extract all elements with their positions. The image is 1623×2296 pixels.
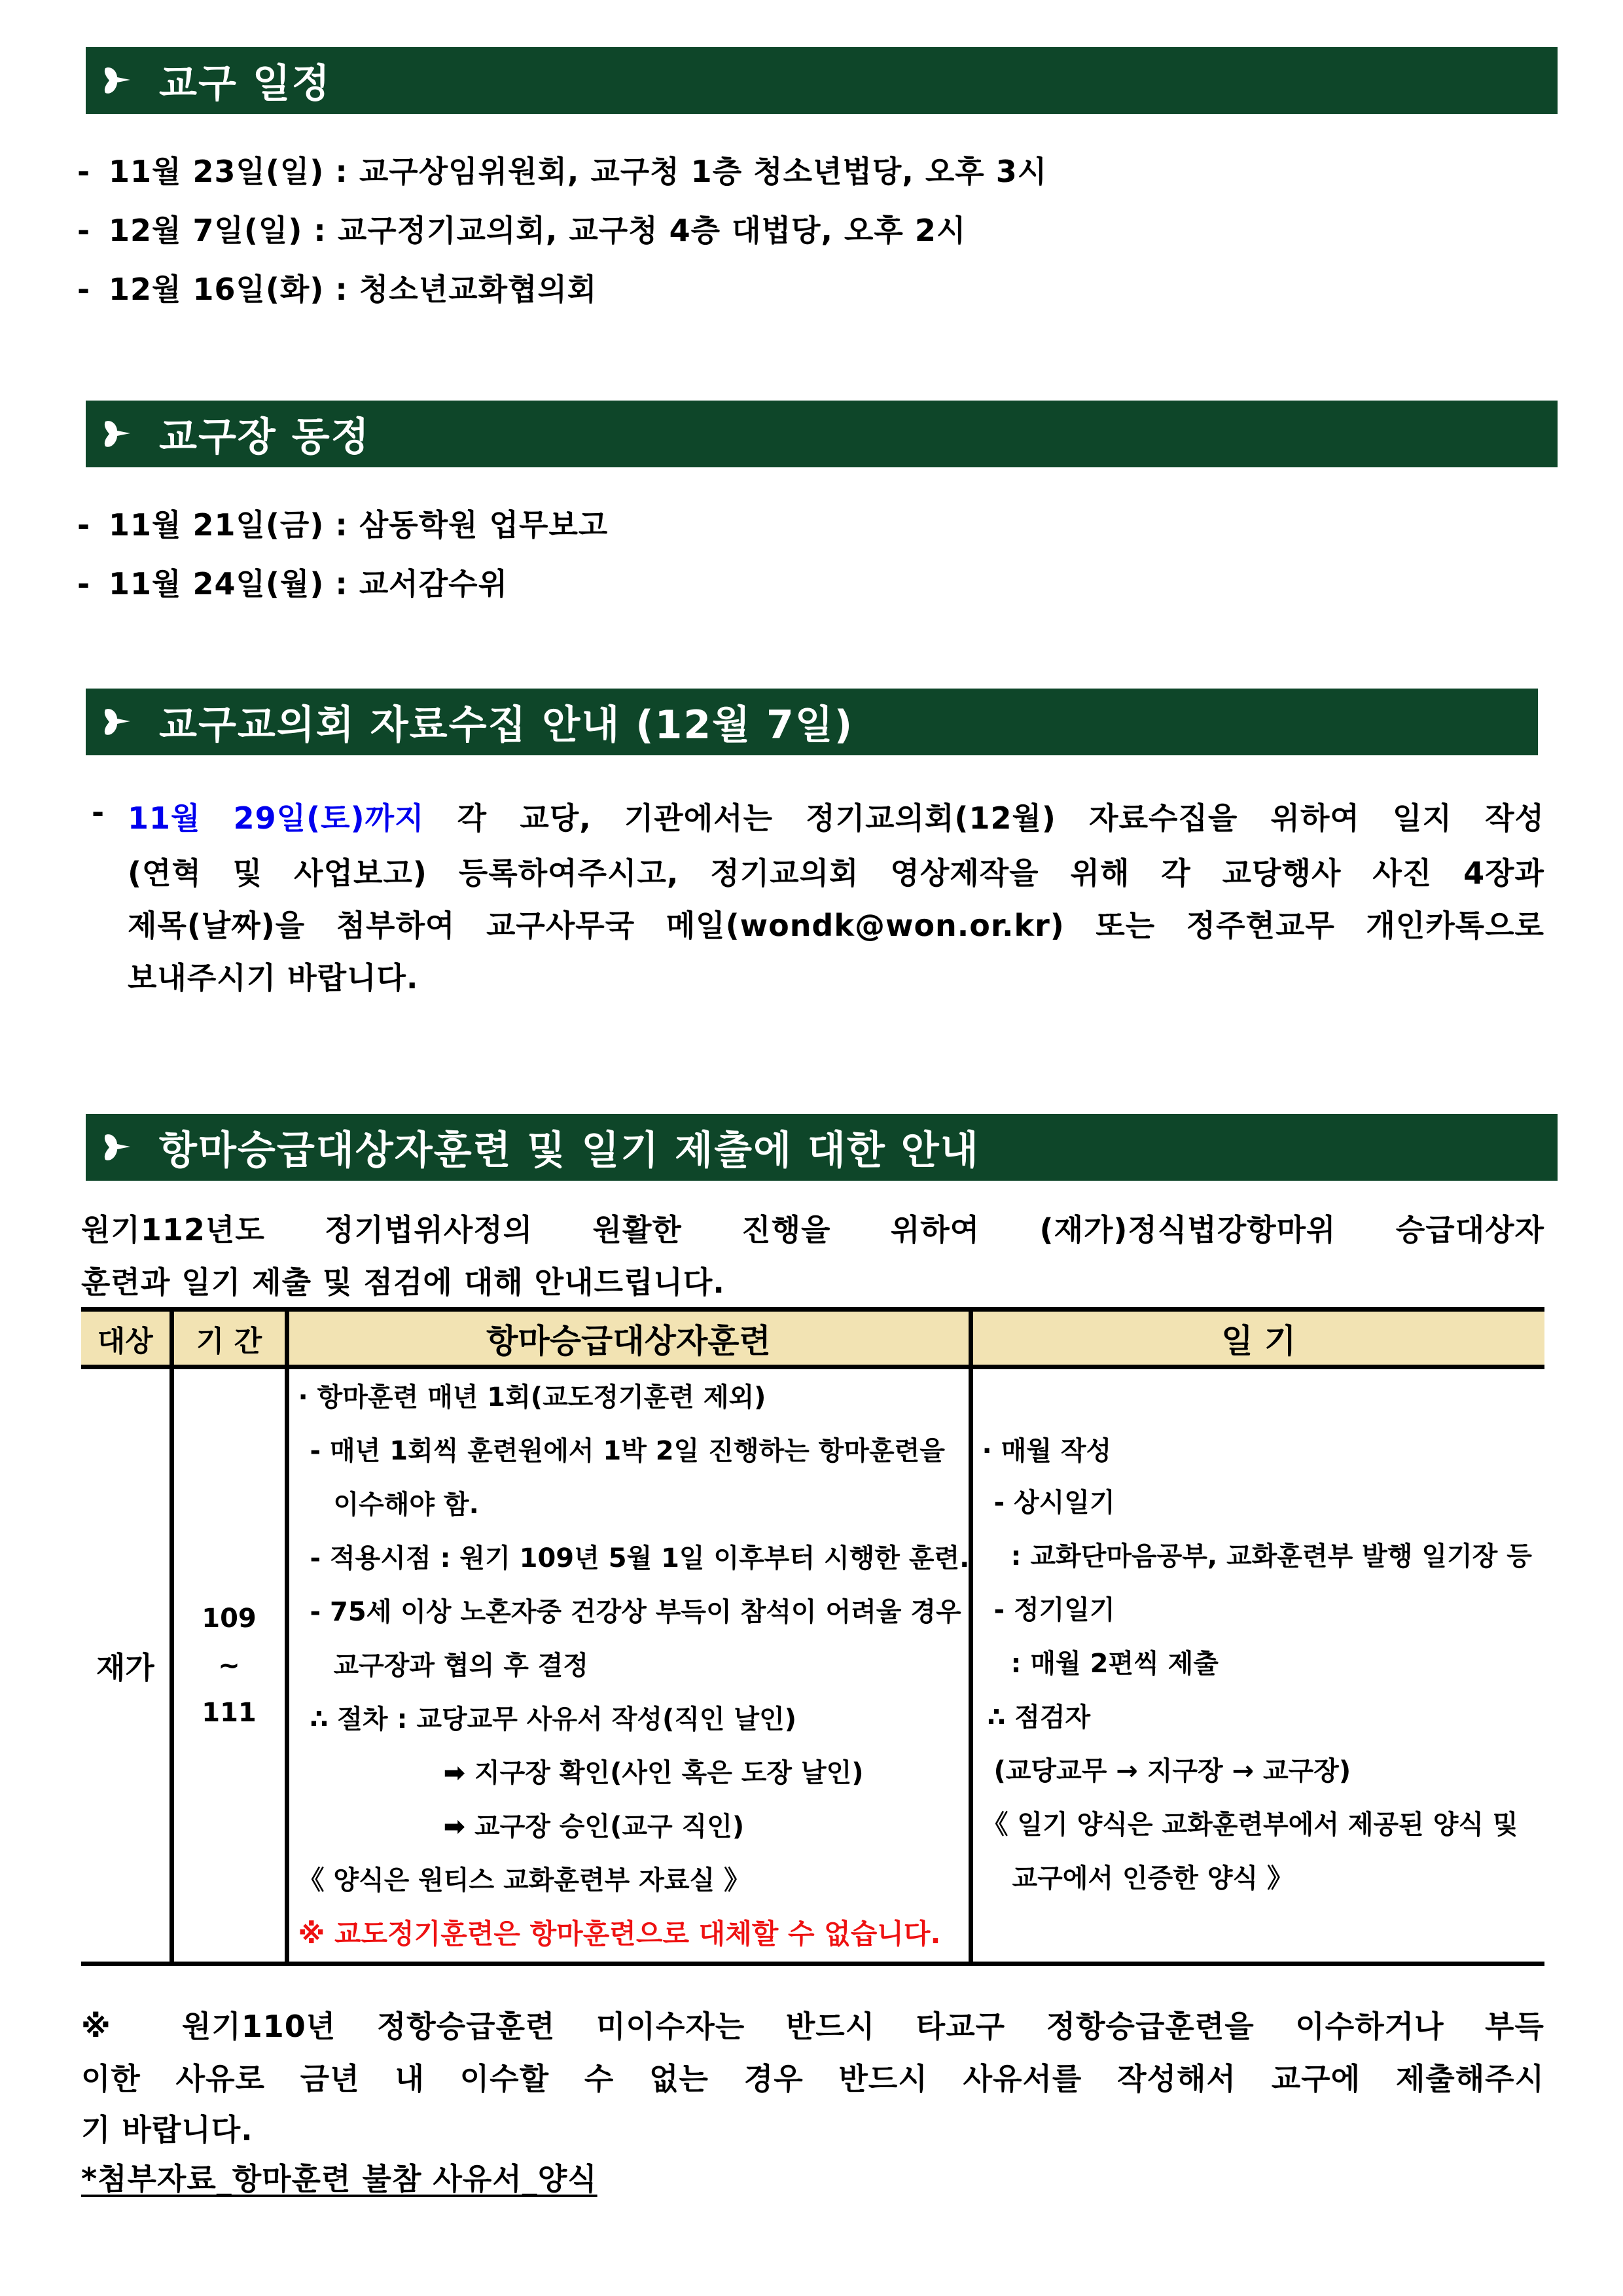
promotion-guide-table bbox=[81, 1307, 1544, 1966]
diary-line: - 정기일기 bbox=[993, 1594, 1115, 1625]
training-line: 이수해야 함. bbox=[333, 1489, 479, 1520]
schedule-item: - 11월 23일(일) : 교구상임위원회, 교구청 1층 청소년법당, 오후 3시 bbox=[77, 154, 1048, 189]
heart-bullet-icon bbox=[103, 419, 133, 449]
schedule-item: - 12월 7일(일) : 교구정기교의회, 교구청 4층 대법당, 오후 2시 bbox=[77, 213, 967, 248]
training-line: - 75세 이상 노혼자중 건강상 부득이 참석이 어려울 경우 bbox=[310, 1596, 961, 1627]
header-target: 대상 bbox=[81, 1310, 171, 1367]
collection-dash: - bbox=[92, 795, 105, 830]
deadline-highlight: 11월 29일(토)까지 bbox=[128, 800, 425, 836]
heart-bullet-icon bbox=[103, 1132, 133, 1162]
cell-target: 재가 bbox=[81, 1367, 171, 1964]
cell-period: 109 ~ 111 bbox=[171, 1367, 287, 1964]
training-line: ∴ 절차 : 교당교무 사유서 작성(직인 날인) bbox=[310, 1704, 797, 1734]
collection-paragraph-line-3: 제목(날짜)을 첨부하여 교구사무국 메일(wondk@won.or.kr) 또는 정주현교무 개인카톡으로 bbox=[128, 908, 1544, 943]
section-title: 교구장 동정 bbox=[159, 414, 370, 460]
diary-line: : 교화단마음공부, 교화훈련부 발행 일기장 등 bbox=[1010, 1541, 1532, 1571]
training-warning: ※ 교도정기훈련은 항마훈련으로 대체할 수 없습니다. bbox=[298, 1917, 941, 1950]
diary-line: · 매월 작성 bbox=[982, 1435, 1112, 1466]
diary-line: - 상시일기 bbox=[993, 1487, 1115, 1518]
section-header-head-activities bbox=[86, 401, 1558, 467]
diary-line: 《 일기 양식은 교화훈련부에서 제공된 양식 및 bbox=[982, 1809, 1518, 1840]
diary-line: (교당교무 → 지구장 → 교구장) bbox=[993, 1755, 1351, 1786]
schedule-item: - 12월 16일(화) : 청소년교화협의회 bbox=[77, 272, 597, 307]
cell-training bbox=[287, 1367, 971, 1964]
section-title: 항마승급대상자훈련 및 일기 제출에 대한 안내 bbox=[159, 1128, 980, 1174]
training-line: 교구장과 협의 후 결정 bbox=[333, 1650, 589, 1681]
attachment-link[interactable]: *첨부자료_항마훈련 불참 사유서_양식 bbox=[81, 2161, 597, 2197]
training-line: · 항마훈련 매년 1회(교도정기훈련 제외) bbox=[298, 1382, 766, 1412]
training-line: - 매년 1회씩 훈련원에서 1박 2일 진행하는 항마훈련을 bbox=[310, 1435, 945, 1466]
header-period: 기 간 bbox=[171, 1310, 287, 1367]
section-header-promotion-training bbox=[86, 1114, 1558, 1181]
intro-line-2: 훈련과 일기 제출 및 점검에 대해 안내드립니다. bbox=[81, 1265, 725, 1300]
section-title: 교구 일정 bbox=[159, 61, 331, 107]
heart-bullet-icon bbox=[103, 65, 133, 96]
note-line-1: ※ 원기110년 정항승급훈련 미이수자는 반드시 타교구 정항승급훈련을 이수하거나 부득 bbox=[81, 2009, 1544, 2044]
note-line-3: 기 바랍니다. bbox=[81, 2112, 253, 2147]
training-line: ➡ 교구장 승인(교구 직인) bbox=[443, 1811, 745, 1842]
section-header-data-collection bbox=[86, 689, 1538, 755]
training-line: - 적용시점 : 원기 109년 5월 1일 이후부터 시행한 훈련. bbox=[310, 1543, 970, 1573]
training-line: ➡ 지구장 확인(사인 혹은 도장 날인) bbox=[443, 1757, 864, 1788]
collection-paragraph-line-2: (연혁 및 사업보고) 등록하여주시고, 정기교의회 영상제작을 위해 각 교당행사 사진 4장과 bbox=[128, 855, 1544, 891]
diary-line: 교구에서 인증한 양식 》 bbox=[1012, 1863, 1294, 1893]
intro-line-1: 원기112년도 정기법위사정의 원활한 진행을 위하여 (재가)정식법강항마위 승급대상자 bbox=[81, 1212, 1544, 1247]
table-row bbox=[81, 1367, 1544, 1964]
diary-line: : 매월 2편씩 제출 bbox=[1010, 1648, 1219, 1679]
heart-bullet-icon bbox=[103, 707, 133, 737]
note-line-2: 이한 사유로 금년 내 이수할 수 없는 경우 반드시 사유서를 작성해서 교구에 제출해주시 bbox=[81, 2061, 1544, 2096]
header-training: 항마승급대상자훈련 bbox=[287, 1310, 971, 1367]
activity-item: - 11월 24일(월) : 교서감수위 bbox=[77, 566, 508, 601]
cell-diary bbox=[971, 1367, 1544, 1964]
collection-paragraph-line-4: 보내주시기 바랍니다. bbox=[128, 960, 419, 996]
section-title: 교구교의회 자료수집 안내 (12월 7일) bbox=[159, 702, 854, 748]
training-line: 《 양식은 원티스 교화훈련부 자료실 》 bbox=[298, 1865, 751, 1895]
diary-line: ∴ 점검자 bbox=[987, 1702, 1091, 1732]
collection-paragraph-line-1: 11월 29일(토)까지 각 교당, 기관에서는 정기교의회(12월) 자료수집을 위하여 일지 작성 bbox=[128, 800, 1544, 836]
header-diary: 일 기 bbox=[971, 1310, 1544, 1367]
section-header-district-schedule bbox=[86, 47, 1558, 114]
activity-item: - 11월 21일(금) : 삼동학원 업무보고 bbox=[77, 507, 609, 543]
